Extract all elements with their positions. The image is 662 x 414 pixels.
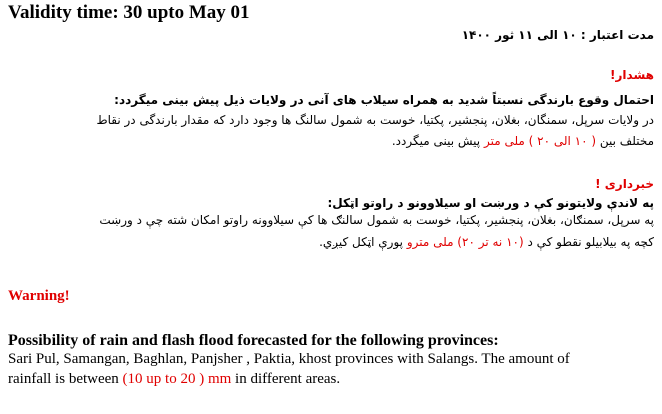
- pashto-rainfall-range: (۱۰ نه تر ۲۰) ملی مترو: [406, 235, 524, 249]
- pashto-body-line-1: په سرپل، سمنګان، بغلان، پنجشیر، پکتیا، خوست به شمول سالنګ ها کې سیلاوونه راوتو امکان شته چې د ورښت: [99, 213, 654, 227]
- dari-rainfall-range: ( ۱۰ الی ۲۰ ) ملی متر: [483, 134, 597, 148]
- dari-body-line-1: در ولایات سرپل، سمنگان، بغلان، پنجشیر، پکتیا، خوست به شمول سالنگ ها وجود دارد که مقدار بارندگی در نقاط: [96, 113, 654, 127]
- english-body-line-1: Sari Pul, Samangan, Baghlan, Panjsher , Paktia, khost provinces with Salangs. The amount of: [8, 351, 570, 367]
- english-body-text: in different areas.: [235, 371, 341, 387]
- validity-time-dari: مدت اعتبار : ۱۰ الی ۱۱ ثور ۱۴۰۰: [461, 28, 654, 42]
- english-body-text: rainfall is between: [8, 371, 119, 387]
- dari-headline: احتمال وقوع بارندگی نسبتاً شدید به همراه سیلاب های آنی در ولایات ذیل پیش بینی میگردد:: [114, 93, 654, 107]
- dari-body-text: پیش بینی میگردد.: [391, 134, 481, 148]
- pashto-body-line-2: [319, 235, 654, 249]
- dari-warning-title: هشدار!: [610, 68, 654, 82]
- validity-time-heading: Validity time: 30 upto May 01: [8, 2, 250, 23]
- english-rainfall-range: (10 up to 20 ) mm: [122, 371, 232, 387]
- english-body-line-2: [8, 371, 340, 388]
- english-headline: Possibility of rain and flash flood forecasted for the following provinces:: [8, 332, 499, 349]
- pashto-warning-title: خبرداری !: [595, 177, 654, 191]
- pashto-body-text: پورې اټکل کیږي.: [319, 235, 403, 249]
- pashto-headline: په لاندې ولایتونو کې د ورښت او سیلاوونو د راوتو اټکل:: [327, 196, 654, 210]
- dari-body-text: مختلف بین: [599, 134, 654, 148]
- dari-body-line-2: [392, 134, 654, 148]
- english-warning-title: Warning!: [8, 288, 70, 304]
- pashto-body-text: کچه په بیلابیلو نقطو کې د: [527, 235, 654, 249]
